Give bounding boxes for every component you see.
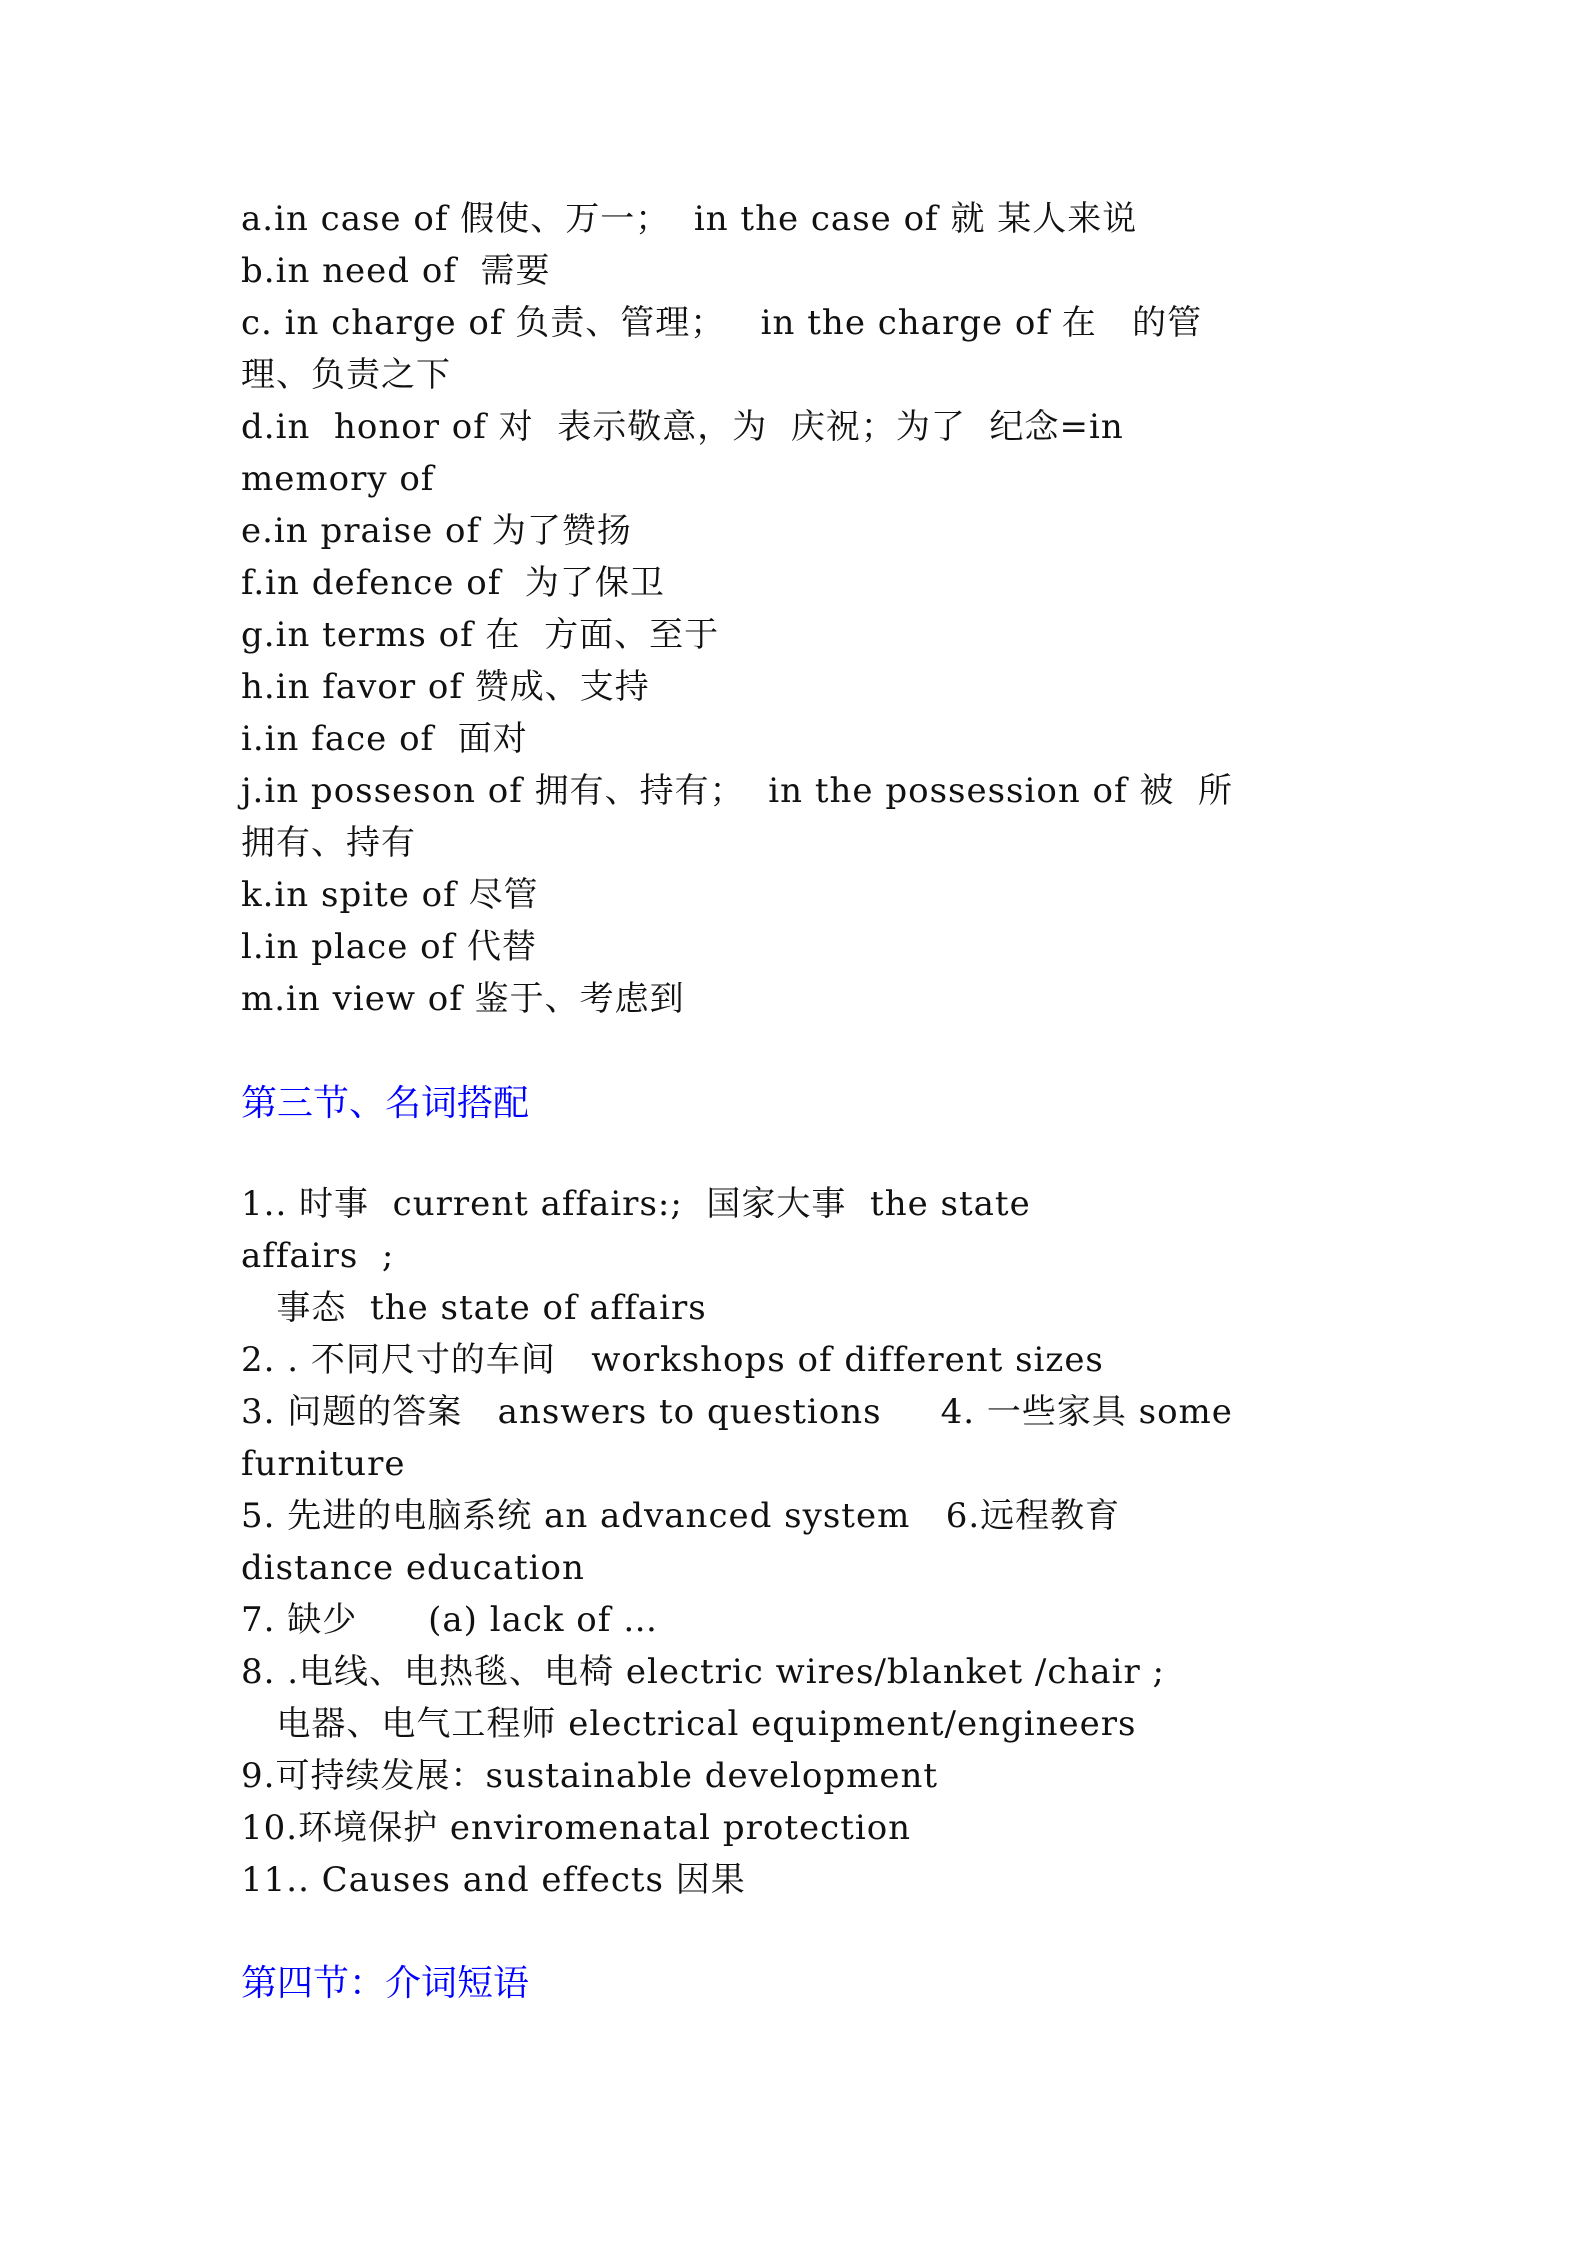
collocation-item-6-cont: distance education	[241, 1548, 585, 1588]
phrase-item-l: l.in place of 代替	[241, 927, 538, 967]
collocation-item-9: 9.可持续发展：sustainable development	[241, 1756, 939, 1796]
phrase-item-m: m.in view of 鉴于、考虑到	[241, 979, 685, 1019]
collocation-item-8-cont: 电器、电气工程师 electrical equipment/engineers	[241, 1704, 1137, 1744]
phrase-item-b: b.in need of 需要	[241, 251, 551, 291]
phrase-item-i: i.in face of 面对	[241, 719, 528, 759]
section-heading-4: 第四节：介词短语	[241, 1963, 530, 2004]
phrase-item-g: g.in terms of 在 方面、至于	[241, 615, 720, 655]
phrase-item-a: a.in case of 假使、万一； in the case of 就 某人来说	[241, 199, 1138, 239]
phrase-item-c-cont: 理、负责之下	[241, 355, 451, 395]
collocation-item-5-6: 5. 先进的电脑系统 an advanced system 6.远程教育	[241, 1496, 1121, 1536]
section-heading-3: 第三节、名词搭配	[241, 1083, 530, 1124]
collocation-item-3-4: 3. 问题的答案 answers to questions 4. 一些家具 some	[241, 1392, 1233, 1432]
phrase-item-c: c. in charge of 负责、管理； in the charge of 在 的管	[241, 303, 1203, 343]
collocation-item-8: 8. .电线、电热毯、电椅 electric wires/blanket /chair ;	[241, 1652, 1165, 1692]
phrase-item-k: k.in spite of 尽管	[241, 875, 539, 915]
phrase-item-h: h.in favor of 赞成、支持	[241, 667, 650, 707]
collocation-item-1-sub: 事态 the state of affairs	[241, 1288, 707, 1328]
collocation-item-11: 11.. Causes and effects 因果	[241, 1860, 746, 1900]
collocation-item-4-cont: furniture	[241, 1444, 406, 1484]
collocation-item-1-cont: affairs ;	[241, 1236, 395, 1276]
collocation-item-10: 10.环境保护 enviromenatal protection	[241, 1808, 912, 1848]
phrase-item-e: e.in praise of 为了赞扬	[241, 511, 632, 551]
phrase-item-d-cont: memory of	[241, 459, 435, 499]
phrase-item-f: f.in defence of 为了保卫	[241, 563, 665, 603]
collocation-item-7: 7. 缺少 (a) lack of …	[241, 1600, 659, 1640]
collocation-item-2: 2. . 不同尺寸的车间 workshops of different sizes	[241, 1340, 1104, 1380]
phrase-item-d: d.in honor of 对 表示敬意，为 庆祝；为了 纪念=in	[241, 407, 1124, 447]
phrase-item-j-cont: 拥有、持有	[241, 823, 416, 863]
collocation-item-1: 1.. 时事 current affairs:; 国家大事 the state	[241, 1184, 1031, 1224]
phrase-item-j: j.in posseson of 拥有、持有； in the possession of 被 所	[241, 771, 1234, 811]
